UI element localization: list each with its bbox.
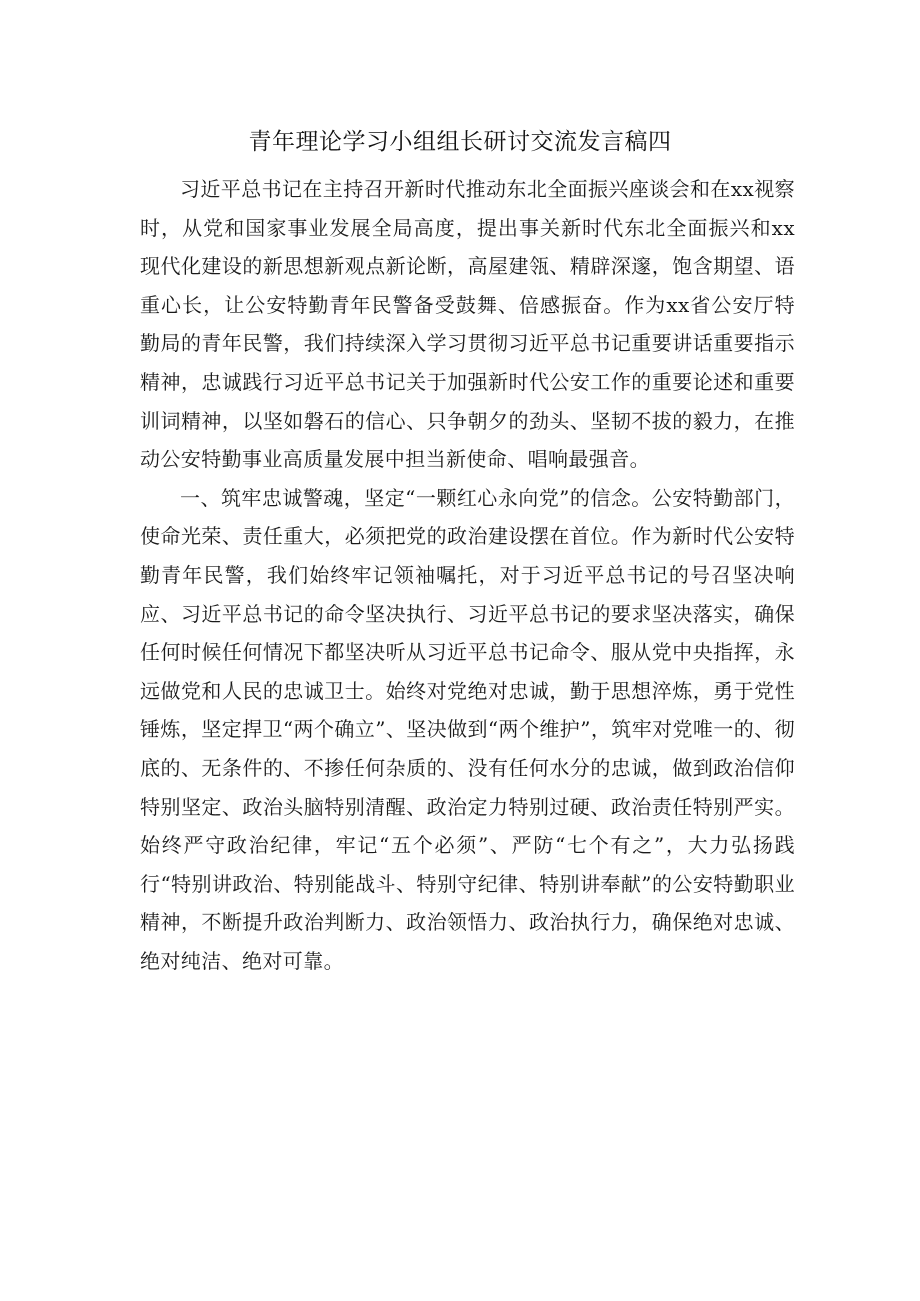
document-body [140, 170, 795, 980]
document-title: 青年理论学习小组组长研讨交流发言稿四 [248, 129, 672, 155]
paragraph-intro: 习近平总书记在主持召开新时代推动东北全面振兴座谈会和在xx视察时，从党和国家事业发展全局高度，提出事关新时代东北全面振兴和xx现代化建设的新思想新观点新论断，高屋建瓴、精辟深邃，饱含期望、语重心长，让公安特勤青年民警备受鼓舞、倍感振奋。作为xx省公安厅特勤局的青年民警，我们持续深入学习贯彻习近平总书记重要讲话重要指示精神，忠诚践行习近平总书记关于加强新时代公安工作的重要论述和重要训词精神，以坚如磐石的信心、只争朝夕的劲头、坚韧不拔的毅力，在推动公安特勤事业高质量发展中担当新使命、唱响最强音。 [140, 177, 795, 472]
paragraph-section-one: 一、筑牢忠诚警魂，坚定“一颗红心永向党”的信念。公安特勤部门，使命光荣、责任重大，必须把党的政治建设摆在首位。作为新时代公安特勤青年民警，我们始终牢记领袖嘱托，对于习近平总书记的号召坚决响应、习近平总书记的命令坚决执行、习近平总书记的要求坚决落实，确保任何时候任何情况下都坚决听从习近平总书记命令、服从党中央指挥，永远做党和人民的忠诚卫士。始终对党绝对忠诚，勤于思想淬炼，勇于党性锤炼，坚定捍卫“两个确立”、坚决做到“两个维护”，筑牢对党唯一的、彻底的、无条件的、不掺任何杂质的、没有任何水分的忠诚，做到政治信仰特别坚定、政治头脑特别清醒、政治定力特别过硬、政治责任特别严实。始终严守政治纪律，牢记“五个必须”、严防“七个有之”，大力弘扬践行“特别讲政治、特别能战斗、特别守纪律、特别讲奉献”的公安特勤职业精神，不断提升政治判断力、政治领悟力、政治执行力，确保绝对忠诚、绝对纯洁、绝对可靠。 [140, 485, 795, 973]
